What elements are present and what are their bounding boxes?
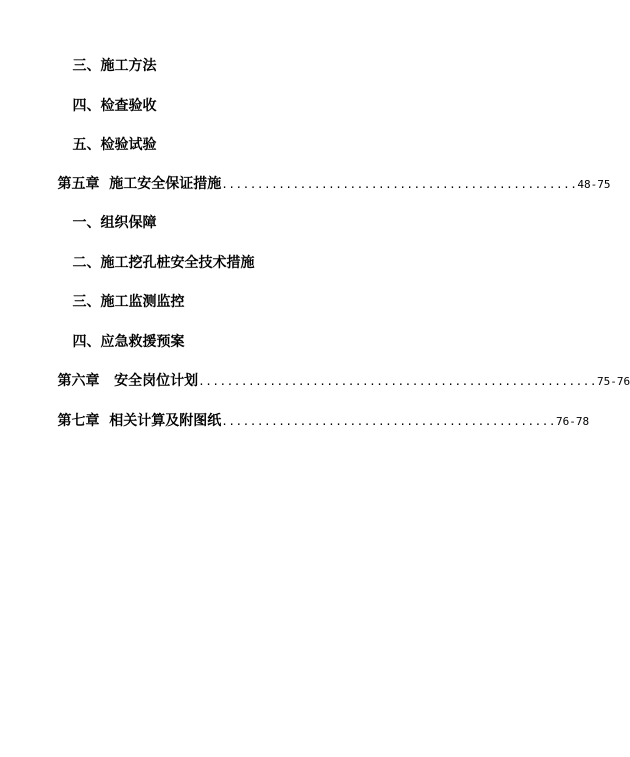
page-range: 76-78 — [556, 415, 590, 428]
chapter-number: 第七章 — [57, 413, 100, 429]
page-range: 75-76 — [597, 375, 630, 388]
chapter-title: 相关计算及附图纸 — [109, 413, 222, 429]
toc-item-text: 三、施工监测监控 — [72, 294, 185, 310]
chapter-title: 安全岗位计划 — [114, 373, 199, 389]
toc-item-text: 四、检查验收 — [72, 98, 157, 114]
leader-dots: .................................................. — [221, 178, 578, 191]
toc-item-text: 五、检验试验 — [72, 137, 157, 153]
leader-dots: ............................................... — [221, 415, 557, 428]
chapter-number: 第五章 — [57, 176, 100, 192]
chapter-number: 第六章 — [57, 373, 100, 389]
toc-item-text: 四、应急救援预案 — [72, 334, 185, 350]
page-range: 48-75 — [577, 178, 611, 191]
toc-item-text: 三、施工方法 — [72, 58, 157, 74]
leader-dots: ........................................................ — [198, 375, 597, 388]
chapter-title: 施工安全保证措施 — [109, 176, 222, 192]
toc-item-text: 二、施工挖孔桩安全技术措施 — [72, 255, 255, 271]
toc-item-text: 一、组织保障 — [72, 215, 157, 231]
toc-chapter — [38, 394, 589, 449]
